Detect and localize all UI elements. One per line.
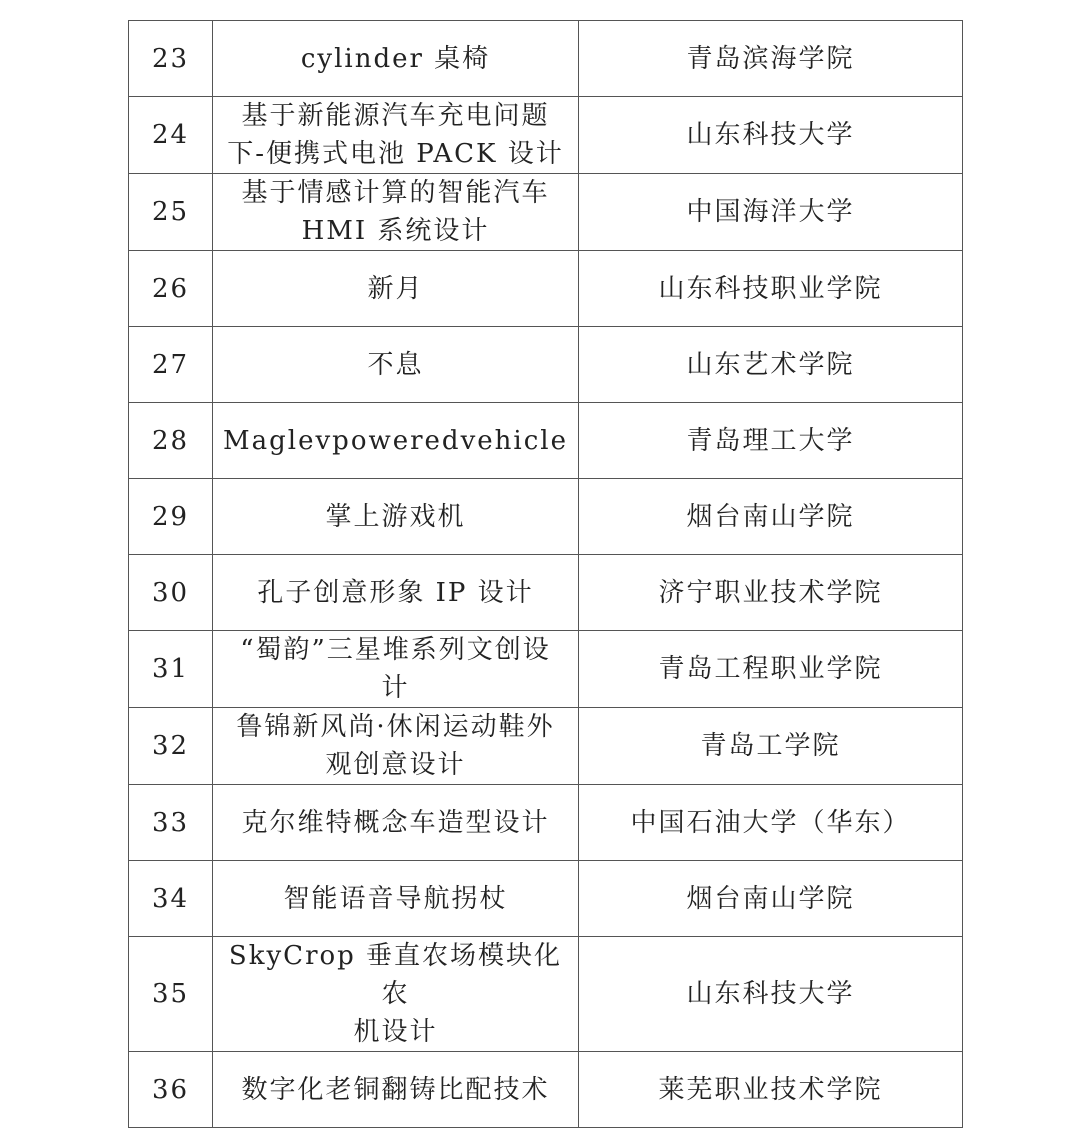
project-name: Maglevpoweredvehicle — [223, 425, 568, 456]
project-name-cell — [213, 1052, 579, 1128]
row-number-cell — [129, 631, 213, 708]
row-number: 29 — [151, 501, 190, 532]
school-name-cell — [579, 327, 963, 403]
row-number: 36 — [151, 1074, 190, 1105]
row-number: 34 — [151, 883, 190, 914]
school-name-cell — [579, 555, 963, 631]
school-name-cell — [579, 97, 963, 174]
results-table — [128, 20, 963, 1128]
table-row — [129, 403, 963, 479]
table-row — [129, 785, 963, 861]
project-name: 智能语音导航拐杖 — [283, 883, 508, 914]
table-row — [129, 174, 963, 251]
project-name: “蜀韵”三星堆系列文创设 计 — [240, 635, 551, 703]
row-number: 27 — [151, 349, 190, 380]
project-name-cell — [213, 937, 579, 1052]
school-name-cell — [579, 785, 963, 861]
school-name: 莱芜职业技术学院 — [658, 1074, 883, 1105]
school-name-cell — [579, 631, 963, 708]
row-number-cell — [129, 403, 213, 479]
school-name: 山东科技大学 — [686, 120, 855, 150]
table-row — [129, 479, 963, 555]
row-number: 26 — [151, 273, 190, 304]
project-name: 不息 — [367, 349, 424, 380]
school-name: 中国石油大学（华东） — [630, 807, 911, 838]
project-name: cylinder 桌椅 — [300, 43, 491, 74]
project-name-cell — [213, 861, 579, 937]
row-number-cell — [129, 21, 213, 97]
school-name-cell — [579, 174, 963, 251]
project-name: 新月 — [367, 273, 424, 304]
row-number-cell — [129, 174, 213, 251]
row-number-cell — [129, 708, 213, 785]
row-number: 32 — [151, 731, 190, 761]
project-name: 掌上游戏机 — [325, 501, 466, 532]
project-name: 孔子创意形象 IP 设计 — [257, 577, 534, 608]
row-number: 35 — [151, 979, 190, 1009]
table-row — [129, 1052, 963, 1128]
table-body — [129, 21, 963, 1128]
row-number-cell — [129, 861, 213, 937]
row-number-cell — [129, 785, 213, 861]
row-number: 30 — [151, 577, 190, 608]
school-name: 中国海洋大学 — [686, 197, 855, 227]
row-number-cell — [129, 555, 213, 631]
school-name-cell — [579, 708, 963, 785]
school-name: 山东科技大学 — [686, 979, 855, 1009]
school-name: 青岛滨海学院 — [686, 43, 855, 74]
project-name-cell — [213, 174, 579, 251]
row-number: 25 — [151, 197, 190, 227]
project-name: SkyCrop 垂直农场模块化农 机设计 — [228, 941, 563, 1047]
table-row — [129, 937, 963, 1052]
school-name: 济宁职业技术学院 — [658, 577, 883, 608]
school-name: 青岛理工大学 — [686, 425, 855, 456]
table-row — [129, 251, 963, 327]
row-number: 31 — [151, 654, 190, 684]
school-name: 烟台南山学院 — [686, 883, 855, 914]
row-number-cell — [129, 937, 213, 1052]
table-row — [129, 631, 963, 708]
project-name: 基于情感计算的智能汽车 HMI 系统设计 — [241, 178, 550, 246]
project-name-cell — [213, 708, 579, 785]
project-name-cell — [213, 479, 579, 555]
school-name-cell — [579, 403, 963, 479]
project-name: 克尔维特概念车造型设计 — [241, 807, 550, 838]
school-name: 青岛工程职业学院 — [658, 654, 883, 684]
project-name-cell — [213, 631, 579, 708]
school-name-cell — [579, 479, 963, 555]
row-number-cell — [129, 97, 213, 174]
project-name: 基于新能源汽车充电问题 下-便携式电池 PACK 设计 — [227, 101, 564, 169]
table-row — [129, 327, 963, 403]
row-number: 33 — [151, 807, 190, 838]
project-name-cell — [213, 555, 579, 631]
school-name: 山东科技职业学院 — [658, 273, 883, 304]
row-number-cell — [129, 327, 213, 403]
project-name: 鲁锦新风尚·休闲运动鞋外 观创意设计 — [236, 712, 555, 780]
project-name-cell — [213, 327, 579, 403]
row-number: 23 — [151, 43, 190, 74]
school-name: 山东艺术学院 — [686, 349, 855, 380]
row-number: 24 — [151, 120, 190, 150]
project-name-cell — [213, 21, 579, 97]
project-name-cell — [213, 251, 579, 327]
table-row — [129, 97, 963, 174]
project-name-cell — [213, 785, 579, 861]
table-row — [129, 21, 963, 97]
school-name-cell — [579, 861, 963, 937]
table-row — [129, 708, 963, 785]
row-number-cell — [129, 479, 213, 555]
project-name-cell — [213, 97, 579, 174]
table-row — [129, 861, 963, 937]
table-row — [129, 555, 963, 631]
project-name: 数字化老铜翻铸比配技术 — [241, 1074, 550, 1105]
school-name: 青岛工学院 — [700, 731, 841, 761]
school-name-cell — [579, 251, 963, 327]
row-number: 28 — [151, 425, 190, 456]
school-name-cell — [579, 21, 963, 97]
school-name: 烟台南山学院 — [686, 501, 855, 532]
project-name-cell — [213, 403, 579, 479]
row-number-cell — [129, 1052, 213, 1128]
school-name-cell — [579, 1052, 963, 1128]
school-name-cell — [579, 937, 963, 1052]
row-number-cell — [129, 251, 213, 327]
